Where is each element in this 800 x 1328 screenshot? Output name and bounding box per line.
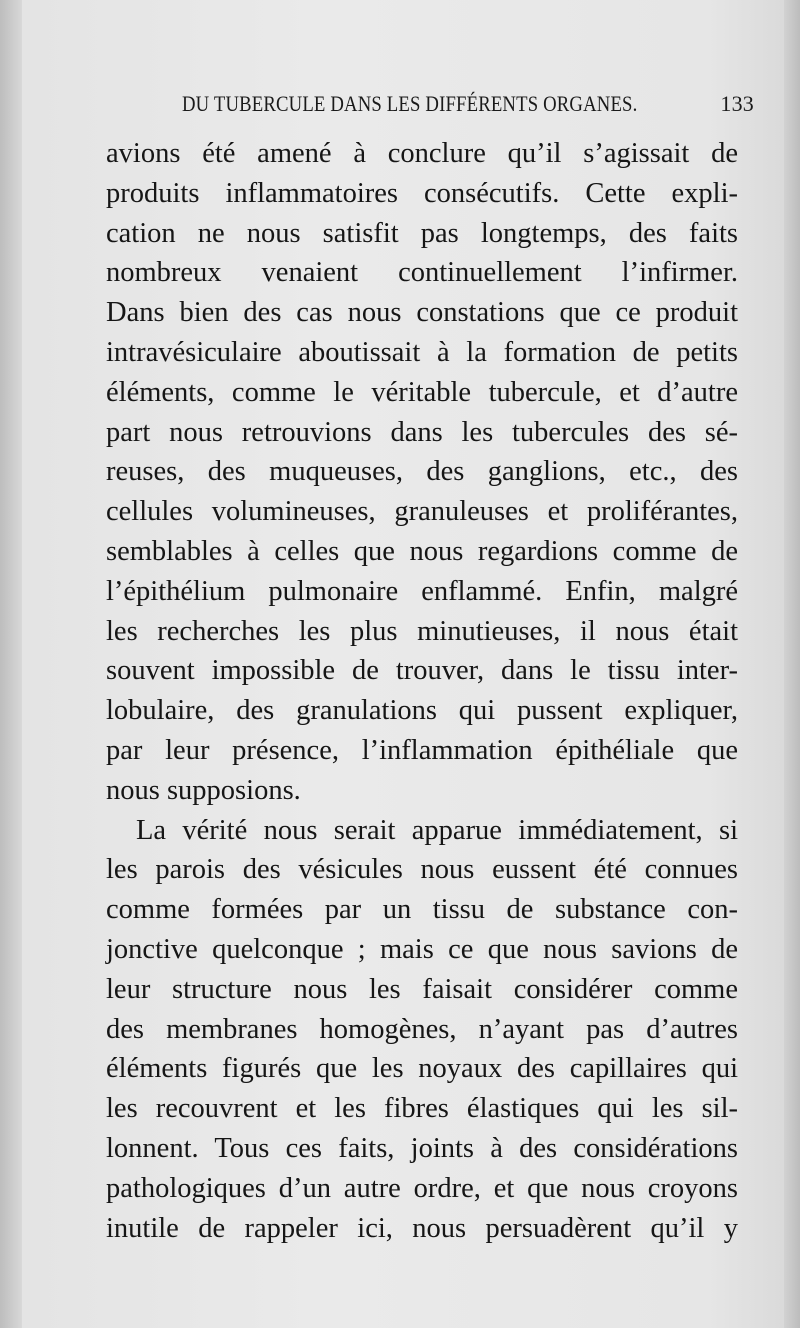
- text-line: nombreux venaient continuellement l’infirmer.: [106, 257, 738, 289]
- text-line: lonnent. Tous ces faits, joints à des considérations: [106, 1132, 738, 1164]
- text-line: cation ne nous satisfit pas longtemps, des faits: [106, 217, 738, 249]
- text-line: avions été amené à conclure qu’il s’agissait de: [106, 138, 738, 169]
- text-line: produits inflammatoires consécutifs. Cette expli-: [106, 177, 738, 209]
- text-line: des membranes homogènes, n’ayant pas d’autres: [106, 1013, 738, 1045]
- body-text: [106, 134, 738, 1248]
- text-line: les recouvrent et les fibres élastiques qui les sil-: [106, 1093, 738, 1125]
- page-number: 133: [720, 91, 754, 116]
- scan-left-edge: [0, 0, 22, 1328]
- text-line: reuses, des muqueuses, des ganglions, etc., des: [106, 456, 738, 488]
- text-line: les recherches les plus minutieuses, il nous était: [106, 615, 738, 647]
- paragraph: [106, 134, 738, 811]
- text-line: intravésiculaire aboutissait à la formation de petits: [106, 336, 738, 368]
- text-line: semblables à celles que nous regardions comme de: [106, 535, 738, 567]
- text-line: pathologiques d’un autre ordre, et que nous croyons: [106, 1172, 738, 1204]
- text-line: inutile de rappeler ici, nous persuadèrent qu’il y: [106, 1212, 738, 1244]
- book-page: [22, 0, 784, 1328]
- text-line: cellules volumineuses, granuleuses et proliférantes,: [106, 496, 738, 528]
- text-line: nous supposions.: [106, 774, 301, 806]
- text-line: souvent impossible de trouver, dans le tissu inter-: [106, 655, 738, 687]
- text-line: jonctive quelconque ; mais ce que nous savions de: [106, 933, 738, 965]
- text-line: leur structure nous les faisait considérer comme: [106, 973, 738, 1005]
- text-line: Dans bien des cas nous constations que ce produit: [106, 297, 738, 329]
- paragraph: [106, 811, 738, 1249]
- scan-right-edge: [784, 0, 800, 1328]
- text-line: lobulaire, des granulations qui pussent expliquer,: [106, 695, 738, 727]
- text-line: par leur présence, l’inflammation épithéliale que: [106, 734, 738, 766]
- running-title: DU TUBERCULE DANS LES DIFFÉRENTS ORGANES.: [182, 91, 638, 116]
- text-line: comme formées par un tissu de substance con-: [106, 894, 738, 926]
- text-line: l’épithélium pulmonaire enflammé. Enfin, malgré: [106, 575, 738, 607]
- text-line: La vérité nous serait apparue immédiatement, si: [136, 814, 738, 846]
- text-line: part nous retrouvions dans les tubercules des sé-: [106, 416, 738, 448]
- page-header: [182, 91, 754, 123]
- text-line: éléments, comme le véritable tubercule, et d’autre: [106, 376, 738, 408]
- text-line: les parois des vésicules nous eussent été connues: [106, 854, 738, 886]
- text-line: éléments figurés que les noyaux des capillaires qui: [106, 1053, 738, 1085]
